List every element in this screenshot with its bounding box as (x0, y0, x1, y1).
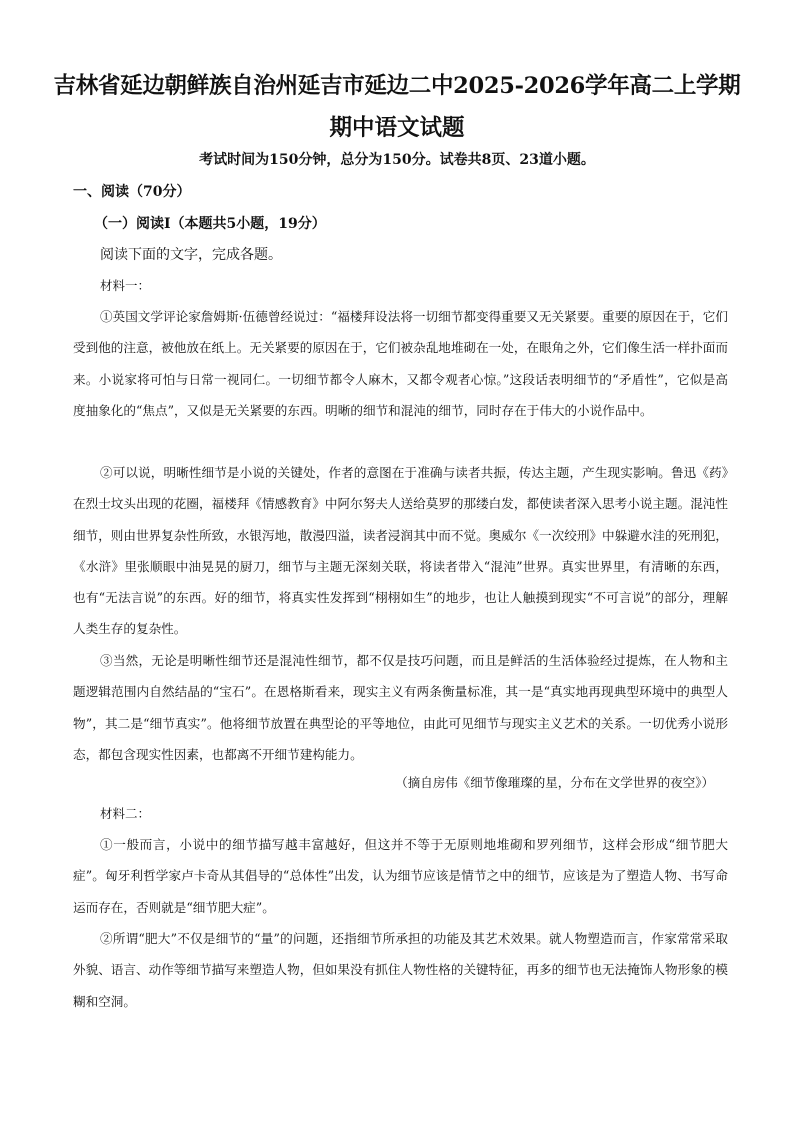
material-one-source: （摘自房伟《细节像璀璨的星，分布在文学世界的夜空》） (395, 775, 714, 790)
material-one-paragraph-1: ①英国文学评论家詹姆斯·伍德曾经说过：“福楼拜设法将一切细节都变得重要又无关紧要。重要的原因在于，它们受到他的注意，被他放在纸上。无关紧要的原因在于，它们被杂乱地堆砌在一处，在眼角之外，它们像生活一样扑面而来。小说家将可怕与日常一视同仁。一切细节都令人麻木，又都令观者心惊。”这段话表明细节的“矛盾性”，它似是高度抽象化的“焦点”，又似是无关紧要的东西。明晰的细节和混沌的细节，同时存在于伟大的小说作品中。 (73, 309, 728, 418)
material-two-label: 材料二： (100, 806, 151, 821)
material-one-label: 材料一： (100, 278, 151, 293)
material-two-paragraph-1: ①一般而言，小说中的细节描写越丰富越好，但这并不等于无原则地堆砌和罗列细节，这样会形成“细节肥大症”。匈牙利哲学家卢卡奇从其倡导的“总体性”出发，认为细节应该是情节之中的细节，应该是为了塑造人物、书写命运而存在，否则就是“细节肥大症”。 (73, 837, 728, 915)
exam-title-line1: 吉林省延边朝鲜族自治州延吉市延边二中2025-2026学年高二上学期 (53, 73, 741, 99)
exam-info: 考试时间为150分钟，总分为150分。试卷共8页、23道小题。 (199, 152, 595, 168)
material-two-paragraph-2: ②所谓“肥大”不仅是细节的“量”的问题，还指细节所承担的功能及其艺术效果。就人物塑造而言，作家常常采取外貌、语言、动作等细节描写来塑造人物，但如果没有抓住人物性格的关键特征，再多的细节也无法掩饰人物形象的模糊和空洞。 (73, 931, 728, 1009)
sub-heading: （一）阅读Ⅰ（本题共5小题，19分） (94, 216, 326, 232)
exam-title-line2: 期中语文试题 (329, 115, 465, 141)
instruction-text: 阅读下面的文字，完成各题。 (100, 247, 282, 263)
material-one-paragraph-3: ③当然，无论是明晰性细节还是混沌性细节，都不仅是技巧问题，而且是鲜活的生活体验经过提炼，在人物和主题逻辑范围内自然结晶的“宝石”。在恩格斯看来，现实主义有两条衡量标准，其一是“真实地再现典型环境中的典型人物”，其二是“细节真实”。他将细节放置在典型论的平等地位，由此可见细节与现实主义艺术的关系。一切优秀小说形态，都包含现实性因素，也都离不开细节建构能力。 (73, 653, 728, 762)
material-one-paragraph-2: ②可以说，明晰性细节是小说的关键处，作者的意图在于准确与读者共振，传达主题，产生现实影响。鲁迅《药》在烈士坟头出现的花圈，福楼拜《情感教育》中阿尔努夫人送给莫罗的那缕白发，都使读者深入思考小说主题。混沌性细节，则由世界复杂性所致，水银泻地，散漫四溢，读者浸润其中而不觉。奥威尔《一次绞刑》中躲避水洼的死刑犯，《水浒》里张顺眼中油晃晃的厨刀，细节与主题无深刻关联，将读者带入“混沌”世界。真实世界里，有清晰的东西，也有“无法言说”的东西。好的细节，将真实性发挥到“栩栩如生”的地步，也让人触摸到现实“不可言说”的部分，理解人类生存的复杂性。 (73, 465, 728, 637)
part-heading: 一、阅读（70分） (73, 184, 191, 200)
